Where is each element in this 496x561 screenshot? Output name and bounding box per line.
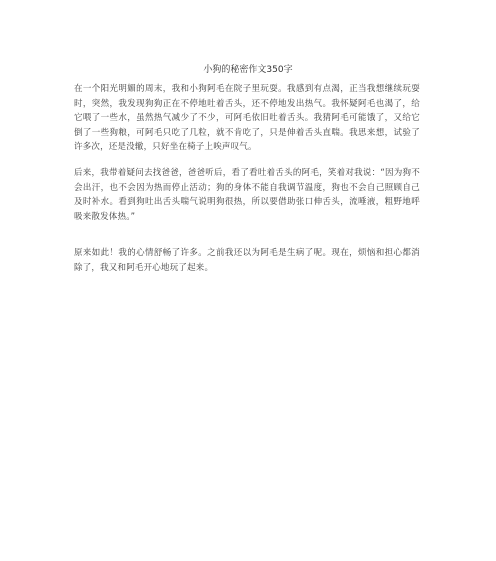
document-title: 小狗的秘密作文350字 — [203, 65, 293, 75]
paragraph-3: 原来如此！我的心情舒畅了许多。之前我还以为阿毛是生病了呢。现在，烦恼和担心都消除了，我又和阿毛开心地玩了起来。 — [74, 248, 420, 273]
paragraph-2: 后来，我带着疑问去找爸爸，爸爸听后，看了看吐着舌头的阿毛，笑着对我说：“因为狗不会出汗，也不会因为热而停止活动；狗的身体不能自我调节温度，狗也不会自己照顾自己及时补水。看到狗吐出舌头喘气说明狗很热，所以要借助张口伸舌头，流唾液，粗野地呼吸来散发体热。” — [74, 168, 420, 222]
paragraph-1: 在一个阳光明媚的周末，我和小狗阿毛在院子里玩耍。我感到有点渴，正当我想继续玩耍时，突然，我发现狗狗正在不停地吐着舌头，还不停地发出热气。我怀疑阿毛也渴了，给它喂了一些水，虽然热气减少了不少，可阿毛依旧吐着舌头。我猜阿毛可能饿了，又给它倒了一些狗粮，可阿毛只吃了几粒，就不肯吃了，只是伸着舌头直喘。我思来想，试验了许多次，还是没辙，只好坐在椅子上唉声叹气。 — [74, 84, 420, 152]
